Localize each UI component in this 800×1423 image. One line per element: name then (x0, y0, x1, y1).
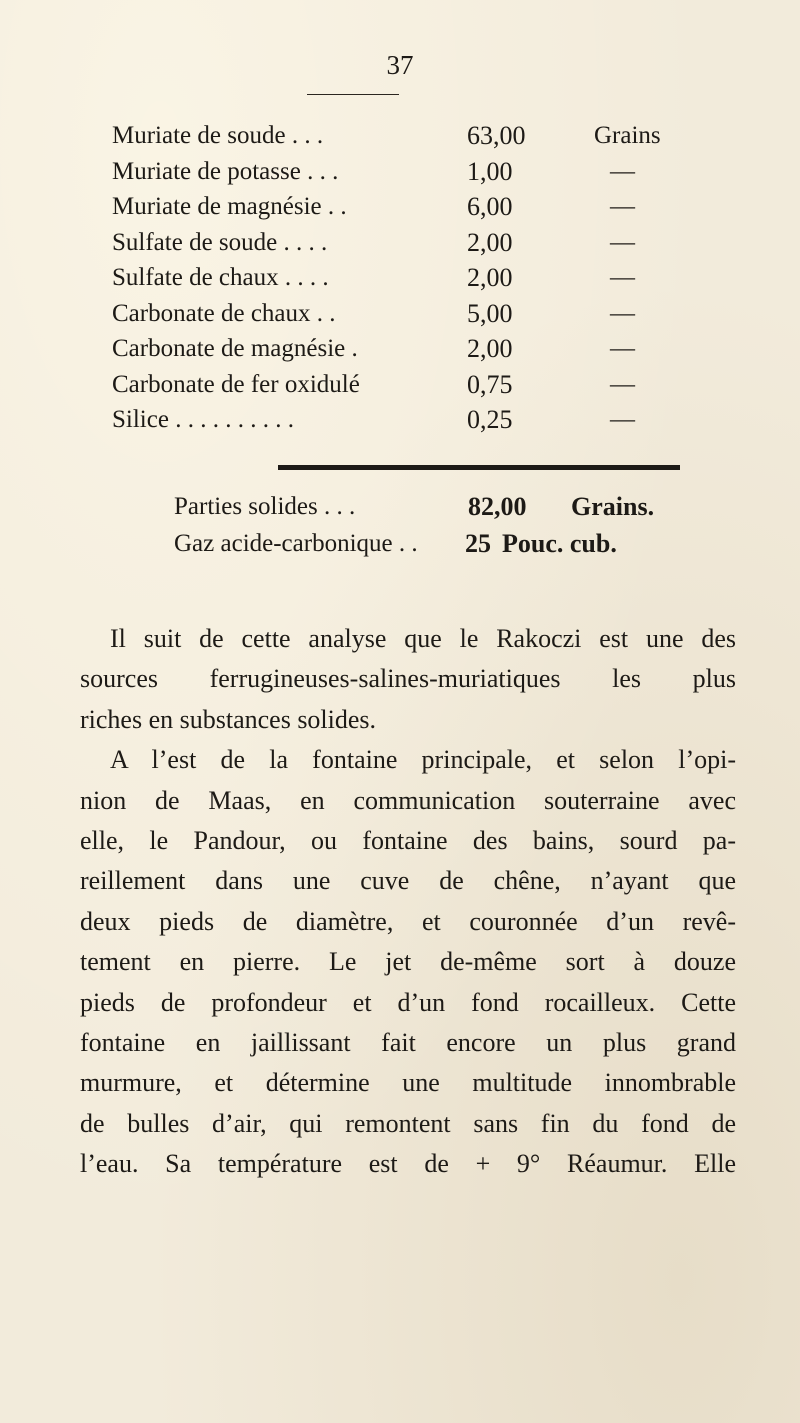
text-line: tement en pierre. Le jet de-même sort à douze (80, 947, 736, 977)
substance-value: 2,00 (467, 334, 513, 363)
text-line: riches en substances solides. (80, 704, 377, 734)
table-row (112, 154, 672, 190)
table-row (112, 331, 672, 367)
substance-value: 0,75 (467, 369, 513, 399)
text-line: pieds de profondeur et d’un fond rocailleux. Cette (80, 987, 736, 1017)
text-line: elle, le Pandour, ou fontaine des bains, sourd pa- (80, 826, 736, 856)
ditto-mark: — (610, 406, 635, 433)
substance-name: Carbonate de fer oxidulé (112, 370, 360, 398)
substance-value: 2,00 (467, 263, 513, 292)
paragraph (80, 740, 736, 1184)
table-row (112, 367, 672, 403)
summary-label: Gaz acide-carbonique . . (174, 530, 418, 557)
ditto-mark: — (610, 193, 635, 220)
table-row (112, 296, 672, 332)
text-line: nion de Maas, en communication souterraine avec (80, 785, 736, 815)
summary-unit: Pouc. cub. (502, 529, 617, 558)
substance-value: 6,00 (467, 192, 513, 221)
summary-unit: Grains. (571, 492, 655, 521)
ditto-mark: — (610, 370, 635, 398)
ditto-mark: — (610, 264, 635, 291)
table-row (112, 402, 672, 438)
gas-total-row (174, 525, 734, 562)
substance-value: 2,00 (467, 227, 513, 257)
text-line: A l’est de la fontaine principale, et selon l’opi- (110, 745, 736, 775)
substance-name: Muriate de magnésie . . (112, 193, 347, 220)
text-line: reillement dans une cuve de chêne, n’ayant que (80, 866, 736, 896)
ditto-mark: — (610, 299, 635, 327)
table-row (112, 118, 672, 154)
substance-value: 63,00 (467, 121, 526, 150)
text-line: fontaine en jaillissant fait encore un plus grand (80, 1028, 736, 1058)
text-line: l’eau. Sa température est de + 9° Réaumur. Elle (80, 1149, 736, 1179)
body-text (80, 619, 736, 1185)
header-rule (307, 94, 399, 95)
table-row (112, 225, 672, 261)
total-rule (278, 465, 680, 470)
text-line: de bulles d’air, qui remontent sans fin du fond de (80, 1108, 736, 1138)
substance-value: 0,25 (467, 405, 513, 434)
substance-name: Muriate de soude . . . (112, 122, 324, 149)
substance-name: Carbonate de chaux . . (112, 299, 336, 327)
summary-value: 82,00 (468, 492, 527, 521)
summary-label: Parties solides . . . (174, 493, 356, 520)
ditto-mark: — (610, 335, 635, 362)
text-line: murmure, et détermine une multitude innombrable (80, 1068, 736, 1098)
page-number: 37 (386, 50, 414, 80)
table-row (112, 189, 672, 225)
ditto-mark: — (610, 157, 635, 185)
substance-value: 1,00 (467, 156, 513, 186)
summary-value: 25 (465, 529, 491, 558)
substance-name: Sulfate de soude . . . . (112, 228, 328, 256)
composition-table (112, 118, 672, 438)
text-line: deux pieds de diamètre, et couronnée d’un revê- (80, 906, 736, 936)
solids-total-row (174, 488, 734, 525)
substance-value: 5,00 (467, 298, 513, 328)
paragraph (80, 619, 736, 740)
substance-name: Silice . . . . . . . . . . (112, 406, 294, 433)
ditto-mark: — (610, 228, 635, 256)
substance-name: Muriate de potasse . . . (112, 157, 339, 185)
text-line: Il suit de cette analyse que le Rakoczi est une des (110, 624, 736, 653)
summary-table (174, 488, 734, 562)
substance-name: Carbonate de magnésie . (112, 335, 358, 362)
text-line: sources ferrugineuses-salines-muriatiques les plus (80, 664, 736, 694)
substance-name: Sulfate de chaux . . . . (112, 264, 329, 291)
table-row (112, 260, 672, 296)
substance-unit: Grains (594, 122, 661, 149)
